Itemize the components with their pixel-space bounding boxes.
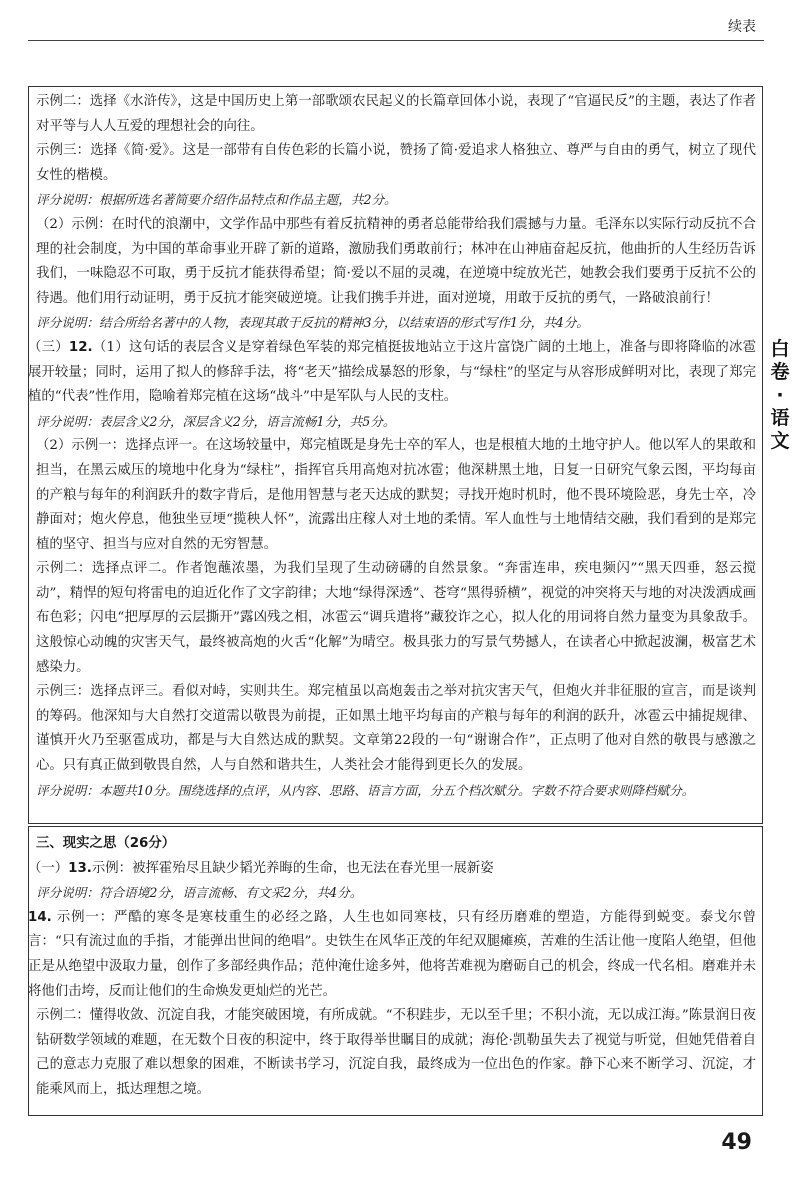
top-rule: [28, 40, 764, 41]
scoring-note: 评分说明：结合所给名著中的人物，表现其敢于反抗的精神3分，以结束语的形式写作1分，共4分。: [36, 315, 589, 331]
side-tab-char: ·: [776, 384, 784, 406]
side-tab-char: 白: [770, 338, 790, 360]
answer-section-upper: [28, 90, 756, 803]
answer-section-lower: [28, 832, 756, 1103]
page-number: 49: [721, 1130, 752, 1155]
question-number: 12.: [68, 339, 93, 355]
section-heading: 三、现实之思（26分）: [36, 836, 176, 851]
question-14: [28, 906, 756, 1004]
answer-paragraph: 示例三：选择《简·爱》。这是一部带有自传色彩的长篇小说，赞扬了简·爱追求人格独立、尊严与自由的勇气，树立了现代女性的楷模。: [36, 143, 756, 183]
scoring-note: 评分说明：符合语境2分，语言流畅、有文采2分，共4分。: [36, 885, 363, 901]
answer-text: （1）这句话的表层含义是穿着绿色军装的郑完植挺拔地站立于这片富饶广阔的土地上，准备与即将降临的冰雹展开较量；同时，运用了拟人的修辞手法，将“老天”描绘成暴怒的形象，与“绿柱”的坚定与从容形成鲜明对比，表现了郑完植的“代表”性作用，隐喻着郑完植在这场“战斗”中是军队与人民的支柱。: [28, 339, 756, 405]
question-13: [28, 857, 756, 882]
section-prefix: （一）: [28, 860, 69, 876]
answer-paragraph: 示例二：选择《水浒传》，这是中国历史上第一部歌颂农民起义的长篇章回体小说，表现了“官逼民反”的主题，表达了作者对平等与人人互爱的理想社会的向往。: [36, 94, 756, 134]
scoring-note: 评分说明：根据所选名著简要介绍作品特点和作品主题，共2分。: [36, 192, 397, 208]
answer-paragraph: 示例二：懂得收敛、沉淀自我，才能突破困境，有所成就。“不积跬步，无以至千里；不积小流，无以成江海。”陈景润日夜钻研数学领域的难题，在无数个日夜的积淀中，终于取得举世瞩目的成就；海伦·凯勒虽失去了视觉与听觉，但她凭借着自己的意志力克服了难以想象的困难，不断读书学习，沉淀自我，最终成为一位出色的作家。静下心来不断学习、沉淀，才能乘风而上，抵达理想之境。: [36, 1008, 756, 1097]
scoring-note: 评分说明：表层含义2分，深层含义2分，语言流畅1分，共5分。: [36, 413, 396, 429]
section-prefix: （三）: [28, 339, 69, 355]
answer-paragraph: 示例三：选择点评三。看似对峙，实则共生。郑完植虽以高炮轰击之举对抗灾害天气，但炮火并非征服的宣言，而是谈判的筹码。他深知与大自然打交道需以敬畏为前提，正如黑土地平均每亩的产粮与每年的利润的跃升，冰雹云中捕捉规律、谨慎开火乃至驱雹成功，都是与大自然达成的默契。文章第22段的一句“谢谢合作”，正点明了他对自然的敬畏与感激之心。只有真正做到敬畏自然，人与自然和谐共生，人类社会才能得到更长久的发展。: [36, 684, 756, 774]
answer-paragraph: （2）示例：在时代的浪潮中，文学作品中那些有着反抗精神的勇者总能带给我们震撼与力量。毛泽东以实际行动反抗不合理的社会制度，为中国的革命事业开辟了新的道路，激励我们勇敢前行；林冲在山神庙奋起反抗，他曲折的人生经历告诉我们，一味隐忍不可取，勇于反抗才能获得希望；简·爱以不屈的灵魂，在逆境中绽放光芒，她教会我们要勇于反抗不公的待遇。他们用行动证明，勇于反抗才能突破逆境。让我们携手并进，面对逆境，用敢于反抗的勇气，一路破浪前行！: [36, 216, 756, 306]
answer-text: 示例一：严酷的寒冬是寒枝重生的必经之路，人生也如同寒枝，只有经历磨难的塑造，方能得到蜕变。泰戈尔曾言：“只有流过血的手指，才能弹出世间的绝唱”。史铁生在风华正茂的年纪双腿瘫痪，苦难的生活让他一度陷人绝望，但他正是从绝望中汲取力量，创作了多部经典作品；范仲淹仕途多舛，他将苦难视为磨砺自己的机会，终成一代名相。磨难并未将他们击垮，反而让他们的生命焕发更灿烂的光芒。: [28, 909, 756, 999]
question-number: 14.: [28, 909, 52, 925]
answer-paragraph: （2）示例一：选择点评一。在这场较量中，郑完植既是身先士卒的军人，也是根植大地的土地守护人。他以军人的果敢和担当，在黑云威压的境地中化身为“绿柱”，指挥官兵用高炮对抗冰雹；他深耕黑土地，日复一日研究气象云图，平均每亩的产粮与每年的利润跃升的数字背后，是他用智慧与老天达成的默契；寻找开炮时机时，他不畏环境险恶，身先士卒，冷静面对；炮火停息，他独坐豆埂“揽秧人怀”，流露出庄稼人对土地的柔情。军人血性与土地情结交融，我们看到的是郑完植的坚守、担当与应对自然的无穷智慧。: [36, 438, 756, 552]
scoring-note: 评分说明：本题共10分。围绕选择的点评，从内容、思路、语言方面，分五个档次赋分。字数不符合要求则降档赋分。: [36, 782, 695, 798]
side-tab-char: 卷: [770, 361, 790, 383]
answer-paragraph: 示例二：选择点评二。作者饱蘸浓墨，为我们呈现了生动磅礴的自然景象。“奔雷连串，疾电频闪”“黑天四垂，怒云搅动”，精悍的短句将雷电的迫近化作了文字韵律；大地“绿得深透”、苍穹“黑得骄横”，视觉的冲突将天与地的对决泼洒成画布色彩；闪电“把厚厚的云层撕开”露凶残之相，冰雹云“调兵遣将”藏狡诈之心，拟人化的用词将自然力量变为具象敌手。这般惊心动魄的灾害天气，最终被高炮的火舌“化解”为晴空。极具张力的写景气势撼人，在读者心中掀起波澜，极富艺术感染力。: [36, 561, 756, 675]
question-number: 13.: [68, 860, 92, 876]
question-12-part-1: [28, 336, 756, 410]
side-tab-char: 文: [770, 430, 790, 452]
answer-text: 示例：被挥霍殆尽且缺少韬光养晦的生命，也无法在春光里一展新姿: [91, 860, 494, 876]
side-tab-subject: [764, 338, 796, 453]
continued-label: 续表: [728, 19, 756, 35]
side-tab-char: 语: [770, 407, 790, 429]
